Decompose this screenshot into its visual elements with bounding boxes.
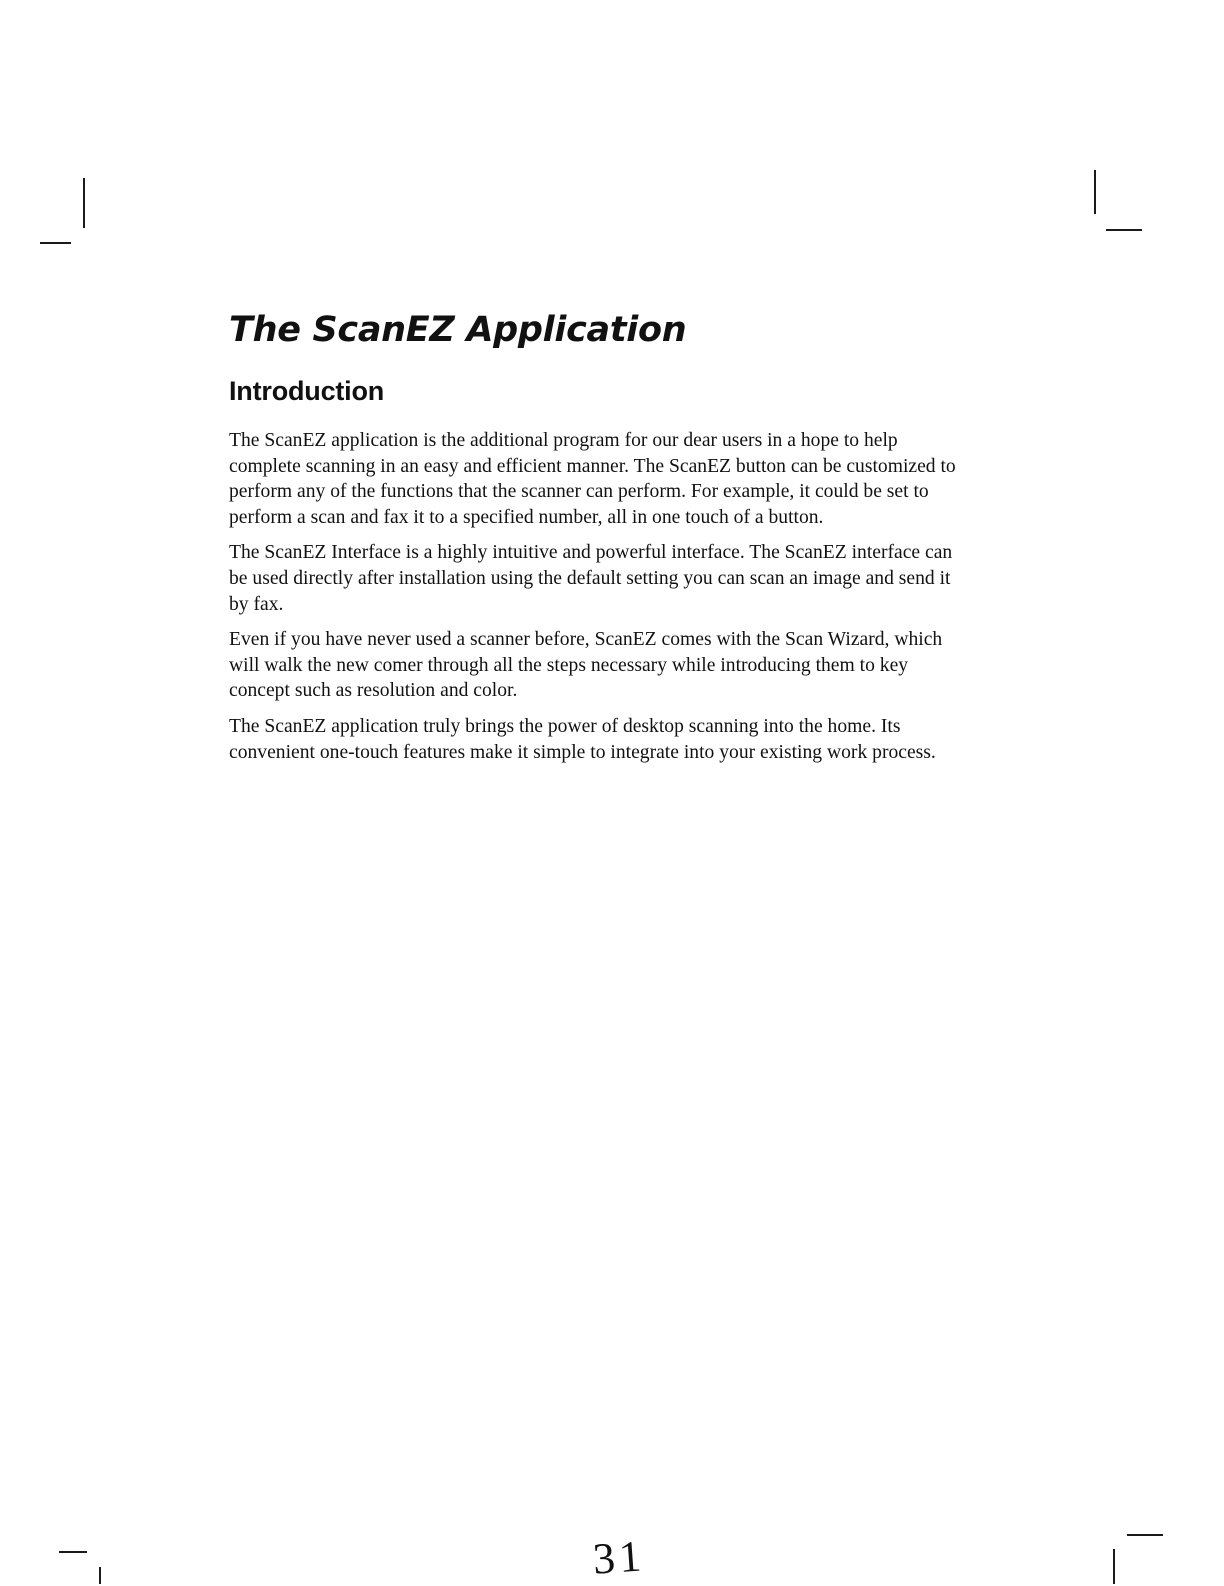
paragraph: The ScanEZ Interface is a highly intuitive and powerful interface. The ScanEZ interface can be used directly after installation using the default setting you can scan an image and send it by fax. (229, 542, 953, 615)
section-heading: Introduction (229, 376, 385, 406)
crop-mark-bottom-left-vertical (99, 1567, 101, 1584)
crop-mark-top-left-horizontal (40, 242, 71, 244)
paragraph: The ScanEZ application is the additional program for our dear users in a hope to help complete scanning in an easy and efficient manner. The ScanEZ button can be customized to perform any of the functions that the scanner can perform. For example, it could be set to perform a scan and fax it to a specified number, all in one touch of a button. (229, 430, 956, 528)
crop-mark-bottom-right-horizontal (1127, 1534, 1163, 1536)
body-text (229, 428, 964, 775)
crop-mark-top-right-vertical (1094, 170, 1096, 214)
crop-mark-top-right-horizontal (1106, 229, 1142, 231)
paragraph: Even if you have never used a scanner before, ScanEZ comes with the Scan Wizard, which will walk the new comer through all the steps necessary while introducing them to key concept such as resolution and color. (229, 629, 943, 702)
paragraph: The ScanEZ application truly brings the power of desktop scanning into the home. Its convenient one-touch features make it simple to integrate into your existing work process. (229, 715, 936, 763)
crop-mark-bottom-left-horizontal (59, 1551, 87, 1553)
crop-mark-top-left-vertical (83, 178, 85, 228)
page-number: 31 (591, 1531, 647, 1584)
document-title: The ScanEZ Application (229, 310, 687, 350)
crop-mark-bottom-right-vertical (1113, 1549, 1115, 1584)
